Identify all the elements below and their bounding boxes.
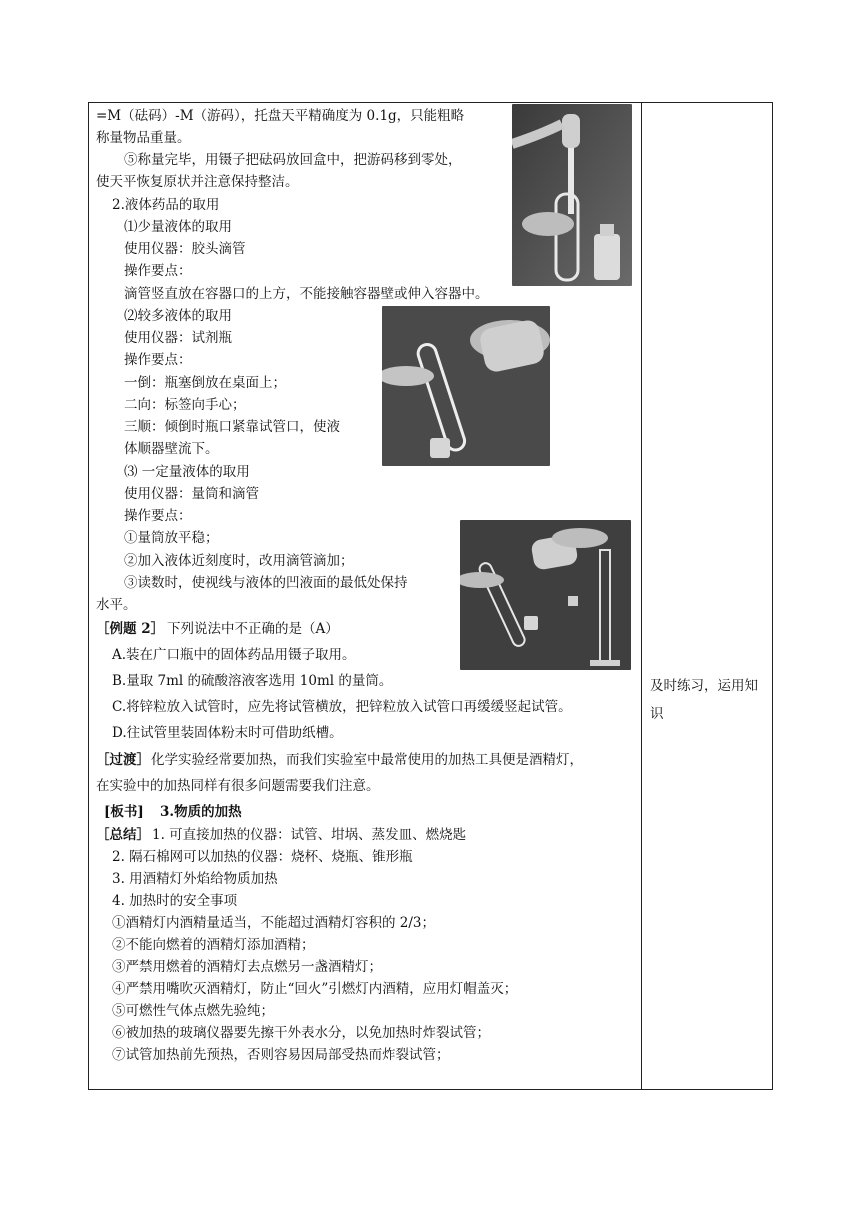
text-line: 操作要点： [124,263,192,279]
text-line: =M（砝码）-M（游码），托盘天平精确度为 0.1g，只能粗略 [96,108,465,124]
text-line: ⑤称量完毕，用镊子把砝码放回盒中，把游码移到零处， [124,152,462,168]
text-line: 水平。 [96,597,137,613]
transition-label: ［过渡］ [96,752,150,768]
text-line: 操作要点： [124,508,192,524]
safety-item: ⑥被加热的玻璃仪器要先擦干外表水分，以免加热时炸裂试管； [112,1025,490,1041]
text-line: ⑴少量液体的取用 [124,219,232,235]
text-line: ⑶ 一定量液体的取用 [124,464,250,480]
section-heading: 2.液体药品的取用 [112,197,220,213]
text-line: 三顺：倾倒时瓶口紧靠试管口，使液 [124,419,340,435]
summary-item: 4. 加热时的安全事项 [112,893,238,909]
summary-label: ［总结］ [96,827,150,843]
summary-item: 3. 用酒精灯外焰给物质加热 [112,871,278,887]
option-c: C.将锌粒放入试管时，应先将试管横放，把锌粒放入试管口再缓缓竖起试管。 [112,699,572,715]
dropper-photo [512,104,632,286]
example-question: 下列说法中不正确的是（A） [167,621,339,637]
safety-item: ⑦试管加热前先预热，否则容易因局部受热而炸裂试管； [112,1047,450,1063]
option-d: D.往试管里装固体粉末时可借助纸槽。 [112,725,343,741]
safety-item: ①酒精灯内酒精量适当，不能超过酒精灯容积的 2/3； [112,915,436,931]
summary-item: 1. 可直接加热的仪器：试管、坩埚、蒸发皿、燃烧匙 [152,827,467,843]
text-line: 二向：标签向手心； [124,397,246,413]
text-line: 体顺器壁流下。 [124,441,219,457]
safety-item: ③严禁用燃着的酒精灯去点燃另一盏酒精灯； [112,959,382,975]
text-line: 称量物品重量。 [96,130,191,146]
text-line: 使用仪器：试剂瓶 [124,330,232,346]
text-line: 一倒：瓶塞倒放在桌面上； [124,375,286,391]
example-label: ［例题 2］ [96,621,165,637]
right-column-note: 及时练习，运用知识 [650,678,758,722]
option-a: A.装在广口瓶中的固体药品用镊子取用。 [112,647,356,663]
option-b: B.量取 7ml 的硫酸溶液客选用 10ml 的量筒。 [112,673,393,689]
safety-item: ⑤可燃性气体点燃先验纯； [112,1003,274,1019]
text-line: 操作要点： [124,352,192,368]
summary-item: 2. 隔石棉网可以加热的仪器：烧杯、烧瓶、锥形瓶 [112,849,413,865]
board-label: [板书] [104,804,144,820]
column-divider [641,103,642,1089]
text-line: 使用仪器：量筒和滴管 [124,486,259,502]
text-line: ①量筒放平稳； [124,530,219,546]
transition-text: 在实验中的加热同样有很多问题需要我们注意。 [96,778,380,794]
pouring-photo [382,306,550,466]
text-line: 滴管竖直放在容器口的上方，不能接触容器壁或伸入容器中。 [124,286,489,302]
board-title: 3.物质的加热 [160,804,242,820]
cylinder-photo [460,520,631,670]
text-line: 使天平恢复原状并注意保持整洁。 [96,174,299,190]
transition-text: 化学实验经常要加热，而我们实验室中最常使用的加热工具便是酒精灯， [151,752,583,768]
safety-item: ②不能向燃着的酒精灯添加酒精； [112,937,315,953]
safety-item: ④严禁用嘴吹灭酒精灯，防止“回火”引燃灯内酒精，应用灯帽盖灭； [112,981,518,997]
text-line: ②加入液体近刻度时，改用滴管滴加； [124,553,354,569]
text-line: 使用仪器：胶头滴管 [124,241,246,257]
text-line: ⑵较多液体的取用 [124,308,232,324]
text-line: ③读数时，使视线与液体的凹液面的最低处保持 [124,575,408,591]
